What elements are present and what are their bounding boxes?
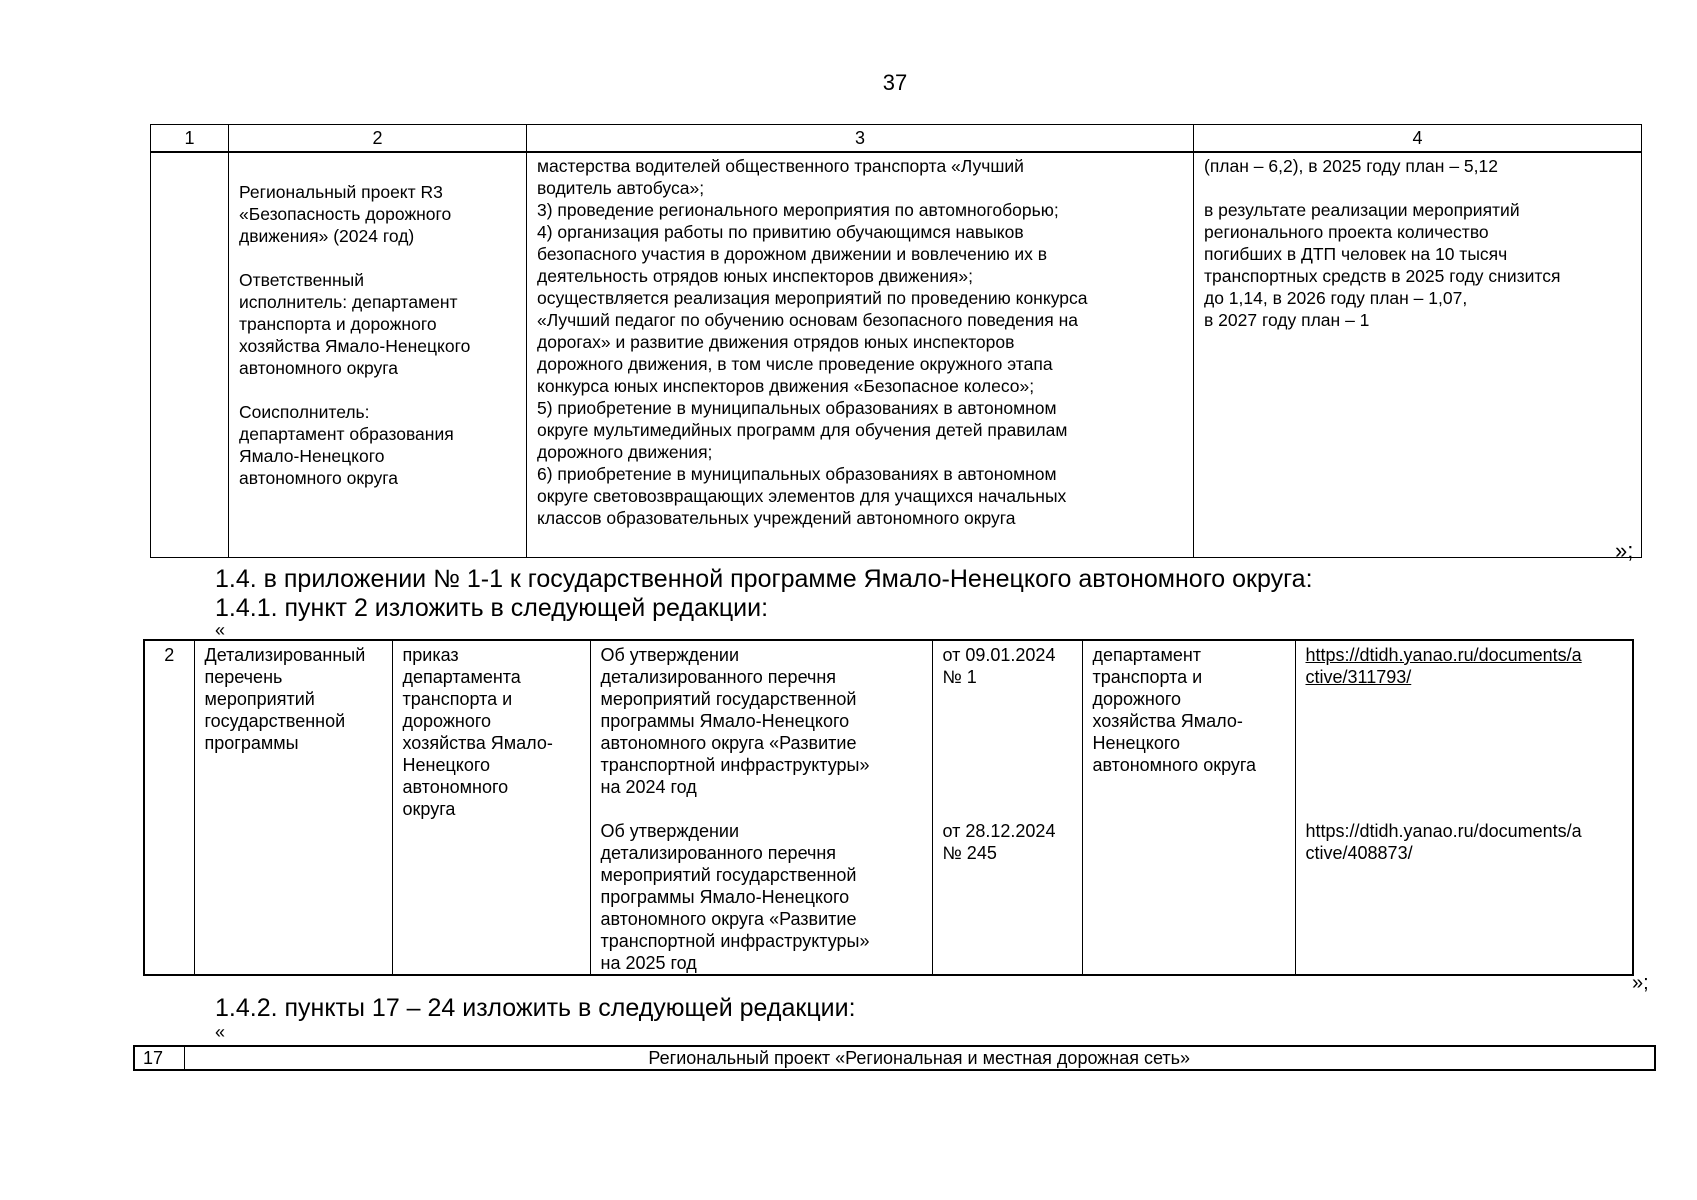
amendment-1-4-1: 1.4.1. пункт 2 изложить в следующей редакции: xyxy=(215,594,769,622)
project-name: Региональный проект R3 «Безопасность дорожного движения» (2024 год) xyxy=(239,182,452,246)
column-header: 1 xyxy=(151,125,229,153)
documents-table xyxy=(143,639,1634,976)
table-row xyxy=(151,152,1642,558)
table-row xyxy=(144,640,1633,975)
expected-result: в результате реализации мероприятий регионального проекта количество погибших в ДТП человек на 10 тысяч транспортных средств в 2025 году снизится до 1,14, в 2026 году план – 1,07, в 2027 году план – 1 xyxy=(1204,200,1561,330)
project-cell xyxy=(229,152,527,558)
measures-description: мастерства водителей общественного транспорта «Лучший водитель автобуса»; 3) проведение регионального мероприятия по автомногоборью; 4) организация работы по привитию обучающимся навыков безопасного участия в дорожном движении и вовлечению их в деятельность отрядов юных инспекторов движения»; осуществляется реализация мероприятий по проведению конкурса «Лучший педагог по обучению основам безопасного поведения на дорогах» и развитие движения отрядов юных инспекторов дорожного движения, в том числе проведение окружного этапа конкурса юных инспекторов движения «Безопасное колесо»; 5) приобретение в муниципальных образованиях в автономном округе мультимедийных программ для обучения детей правилам дорожного движения; 6) приобретение в муниципальных образованиях в автономном округе световозвращающих элементов для учащихся начальных классов образовательных учреждений автономного округа xyxy=(527,152,1194,558)
row-number-cell: 17 xyxy=(134,1046,184,1070)
measures-table xyxy=(150,124,1642,558)
column-header: 3 xyxy=(527,125,1194,153)
page-number: 37 xyxy=(882,70,908,95)
opening-quote: « xyxy=(215,620,226,640)
document-url-cell xyxy=(1295,640,1633,975)
document-date-cell xyxy=(932,640,1082,975)
document-title: Об утверждении детализированного перечня мероприятий государственной программы Ямало-Ненецкого автономного округа «Развитие транспортной инфраструктуры» на 2024 год xyxy=(600,645,870,797)
row-number-cell xyxy=(151,152,229,558)
document-title: Об утверждении детализированного перечня мероприятий государственной программы Ямало-Ненецкого автономного округа «Развитие транспортной инфраструктуры» на 2025 год xyxy=(600,821,870,973)
amendment-1-4: 1.4. в приложении № 1-1 к государственной программе Ямало-Ненецкого автономного округа: xyxy=(215,565,1313,593)
closing-quote: »; xyxy=(1632,972,1649,994)
document-type-cell: приказ департамента транспорта и дорожного хозяйства Ямало- Ненецкого автономного округа xyxy=(392,640,590,975)
project-title-cell: Региональный проект «Региональная и местная дорожная сеть» xyxy=(184,1046,1655,1070)
closing-quote: »; xyxy=(1615,538,1634,563)
document-date: от 28.12.2024 № 245 xyxy=(942,821,1056,863)
row-number-cell: 2 xyxy=(144,640,194,975)
executor-cell: департамент транспорта и дорожного хозяйства Ямало- Ненецкого автономного округа xyxy=(1082,640,1295,975)
responsible-executor: Ответственный исполнитель: департамент транспорта и дорожного хозяйства Ямало-Ненецкого автономного округа xyxy=(239,270,471,378)
project-table xyxy=(133,1045,1656,1071)
document-title-cell xyxy=(590,640,932,975)
column-header: 4 xyxy=(1194,125,1642,153)
document-date: от 09.01.2024 № 1 xyxy=(942,645,1056,687)
document-link[interactable]: https://dtidh.yanao.ru/documents/a ctive/408873/ xyxy=(1305,821,1582,863)
table-header-row xyxy=(151,125,1642,153)
amendment-1-4-2: 1.4.2. пункты 17 – 24 изложить в следующей редакции: xyxy=(215,994,856,1022)
co-executor: Соисполнитель: департамент образования Ямало-Ненецкого автономного округа xyxy=(239,402,454,488)
document-name-cell: Детализированный перечень мероприятий государственной программы xyxy=(194,640,392,975)
document-link[interactable]: https://dtidh.yanao.ru/documents/a ctive/311793/ xyxy=(1305,645,1582,687)
opening-quote: « xyxy=(215,1022,226,1042)
results-cell xyxy=(1194,152,1642,558)
plan-value: (план – 6,2), в 2025 году план – 5,12 xyxy=(1204,156,1498,176)
column-header: 2 xyxy=(229,125,527,153)
table-row xyxy=(134,1046,1655,1070)
